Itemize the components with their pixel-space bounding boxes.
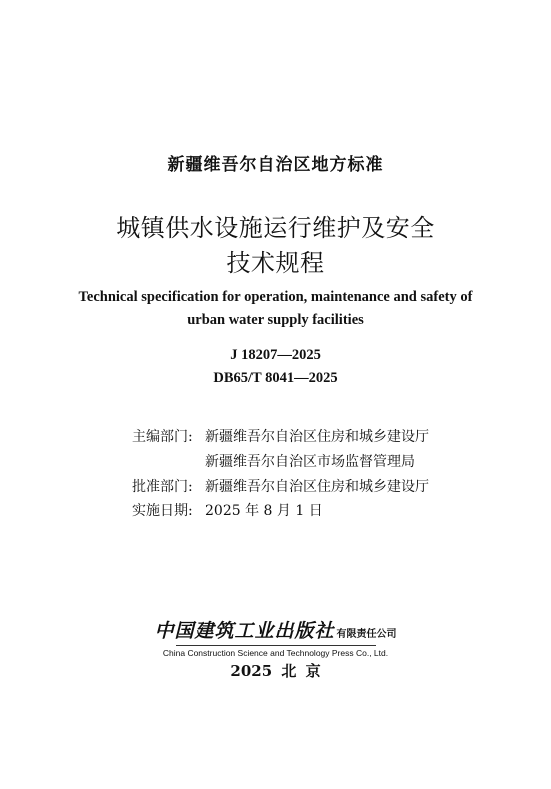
approver-row (132, 478, 429, 496)
title-cn-line2: 技术规程 (226, 249, 325, 277)
title-en-line1: Technical specification for operation, maintenance and safety of (78, 289, 473, 305)
implementation-date: 2025 年 8 月 1 日 (205, 503, 323, 519)
editor-row (132, 428, 429, 446)
standard-number: DB65/T 8041—2025 (213, 370, 338, 386)
publisher-logo (0, 616, 551, 658)
editor-label: 主编部门: (132, 429, 193, 445)
approver-label: 批准部门: (132, 479, 193, 495)
editor-dept-1: 新疆维吾尔自治区住房和城乡建设厅 (205, 429, 429, 445)
editor-row-2 (132, 453, 415, 471)
title-en-line2: urban water supply facilities (187, 312, 364, 328)
approver-dept: 新疆维吾尔自治区住房和城乡建设厅 (205, 479, 429, 495)
editor-dept-2: 新疆维吾尔自治区市场监督管理局 (205, 454, 415, 470)
record-number: J 18207—2025 (230, 347, 321, 363)
year-place: 2025 北 京 (230, 662, 321, 680)
date-label: 实施日期: (132, 503, 193, 519)
region-standard-label: 新疆维吾尔自治区地方标准 (167, 155, 384, 175)
date-row (132, 502, 323, 520)
publisher-suffix: 有限责任公司 (336, 629, 397, 640)
publisher-divider (176, 645, 376, 646)
publisher-cn-row (154, 616, 396, 643)
publisher-name-cn: 中国建筑工业出版社 (154, 620, 335, 642)
title-cn-line1: 城镇供水设施运行维护及安全 (116, 214, 435, 242)
publisher-name-en: China Construction Science and Technology Press Co., Ltd. (162, 648, 389, 658)
